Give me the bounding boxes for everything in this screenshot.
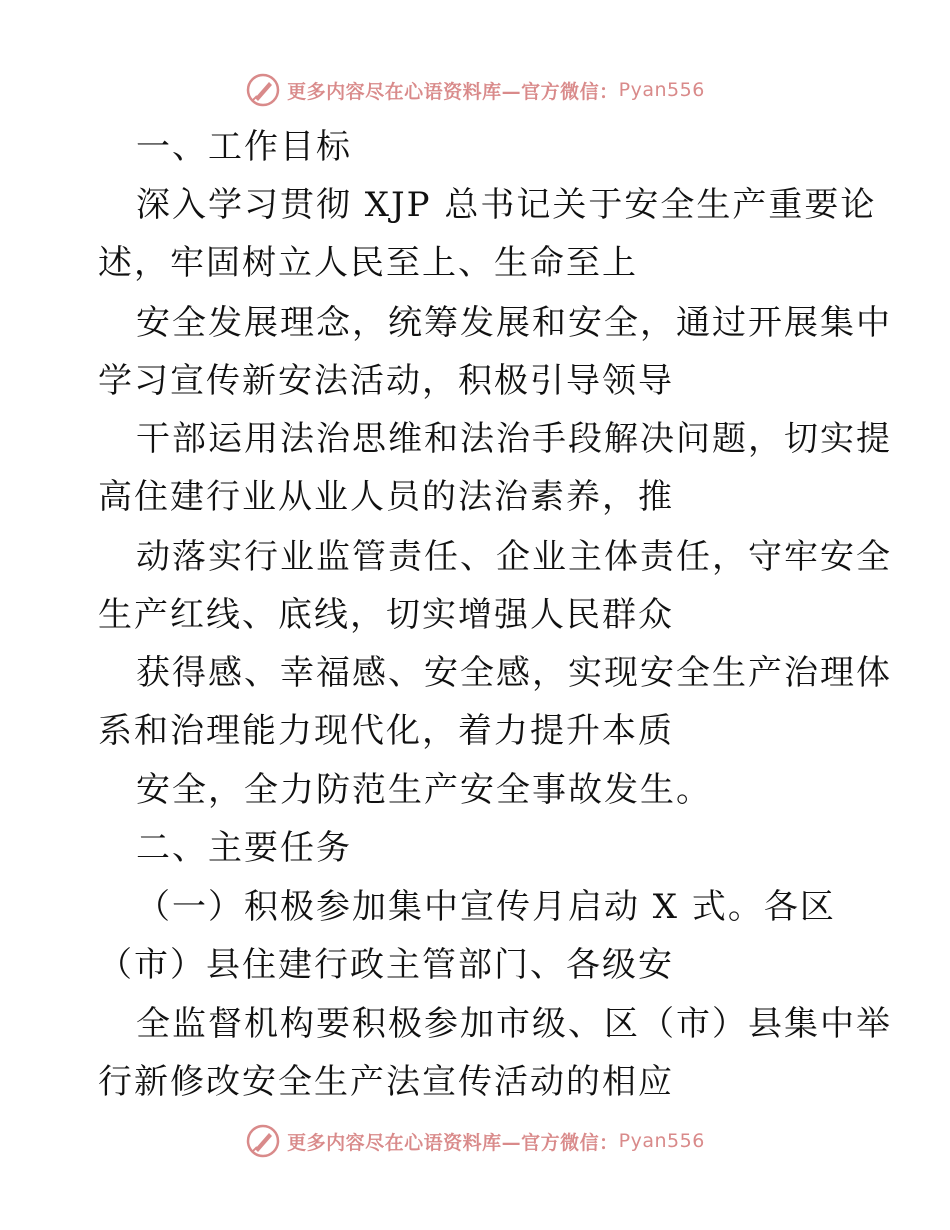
text-line: 获得感、幸福感、安全感，实现安全生产治理体 bbox=[136, 653, 892, 693]
text-line: （市）县住建行政主管部门、各级安 bbox=[98, 945, 674, 985]
text-line: 述，牢固树立人民至上、生命至上 bbox=[98, 243, 638, 283]
heading-main-tasks: 二、主要任务 bbox=[136, 828, 352, 868]
watermark-wechat-id: Pyan556 bbox=[618, 79, 705, 101]
text-line: 学习宣传新安法活动，积极引导领导 bbox=[98, 361, 674, 401]
text-line: 高住建行业从业人员的法治素养，推 bbox=[98, 477, 674, 517]
heading-work-goals: 一、工作目标 bbox=[136, 127, 352, 167]
watermark-text: 更多内容尽在心语资料库—官方微信： bbox=[287, 80, 619, 103]
watermark-banner-top bbox=[0, 70, 950, 110]
text-line: 行新修改安全生产法宣传活动的相应 bbox=[98, 1062, 674, 1102]
text-line: 深入学习贯彻 XJP 总书记关于安全生产重要论 bbox=[136, 185, 877, 225]
text-line: 系和治理能力现代化，着力提升本质 bbox=[98, 711, 674, 751]
text-line: 安全，全力防范生产安全事故发生。 bbox=[136, 770, 712, 810]
text-line: （一）积极参加集中宣传月启动 X 式。各区 bbox=[136, 887, 836, 927]
watermark-wechat-id: Pyan556 bbox=[618, 1130, 705, 1152]
text-line: 安全发展理念，统筹发展和安全，通过开展集中 bbox=[136, 303, 892, 343]
watermark-text: 更多内容尽在心语资料库—官方微信： bbox=[287, 1131, 619, 1154]
quill-pen-logo-icon bbox=[245, 1123, 281, 1159]
watermark-banner-bottom bbox=[0, 1121, 950, 1161]
quill-pen-logo-icon bbox=[245, 72, 281, 108]
text-line: 全监督机构要积极参加市级、区（市）县集中举 bbox=[136, 1004, 892, 1044]
text-line: 动落实行业监管责任、企业主体责任，守牢安全 bbox=[136, 537, 892, 577]
text-line: 生产红线、底线，切实增强人民群众 bbox=[98, 595, 674, 635]
text-line: 干部运用法治思维和法治手段解决问题，切实提 bbox=[136, 419, 892, 459]
